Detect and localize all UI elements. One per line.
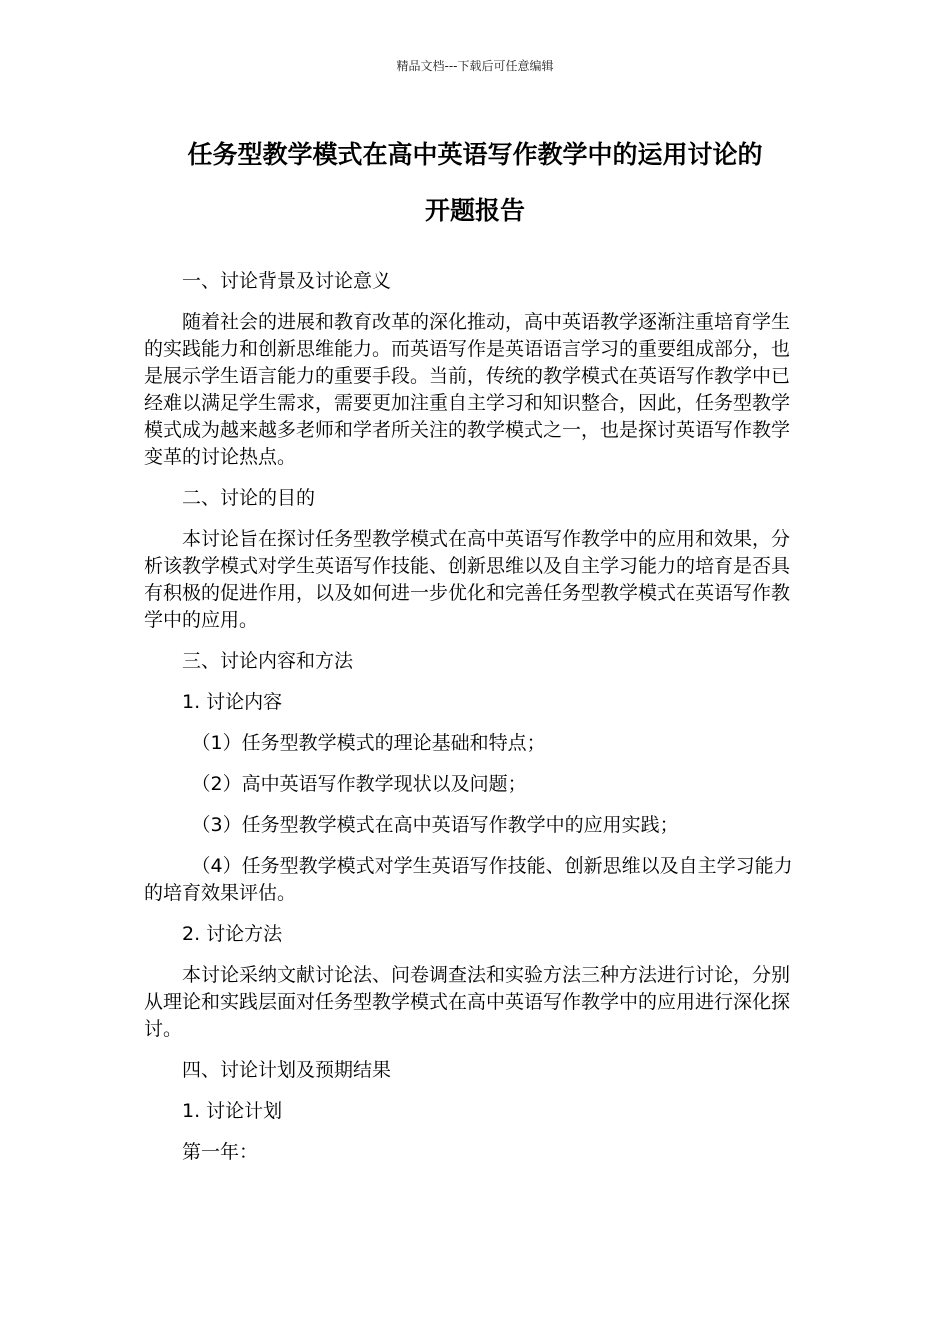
page-header: 精品文档---下载后可任意编辑: [396, 59, 554, 73]
paragraph-purpose: 本讨论旨在探讨任务型教学模式在高中英语写作教学中的应用和效果，分析该教学模式对学生英语写作技能、创新思维以及自主学习能力的培育是否具有积极的促进作用，以及如何进一步优化和完善任务型教学模式在英语写作教学中的应用。: [144, 528, 791, 631]
list-item: （4）任务型教学模式对学生英语写作技能、创新思维以及自主学习能力的培育效果评估。: [144, 855, 793, 904]
paragraph-background: 随着社会的进展和教育改革的深化推动，高中英语教学逐渐注重培育学生的实践能力和创新思维能力。而英语写作是英语语言学习的重要组成部分，也是展示学生语言能力的重要手段。当前，传统的教学模式在英语写作教学中已经难以满足学生需求，需要更加注重自主学习和知识整合，因此，任务型教学模式成为越来越多老师和学者所关注的教学模式之一，也是探讨英语写作教学变革的讨论热点。: [144, 311, 791, 468]
section-heading-plan: 四、讨论计划及预期结果: [182, 1059, 392, 1081]
list-item: （2）高中英语写作教学现状以及问题；: [191, 773, 527, 795]
subheading-method: 2. 讨论方法: [182, 923, 283, 945]
subheading-plan: 1. 讨论计划: [182, 1100, 283, 1122]
subheading-content: 1. 讨论内容: [182, 691, 283, 713]
section-heading-purpose: 二、讨论的目的: [182, 487, 316, 509]
list-item: （1）任务型教学模式的理论基础和特点；: [191, 732, 546, 754]
list-item: （3）任务型教学模式在高中英语写作教学中的应用实践；: [191, 814, 679, 836]
paragraph-method: 本讨论采纳文献讨论法、问卷调查法和实验方法三种方法进行讨论，分别从理论和实践层面对任务型教学模式在高中英语写作教学中的应用进行深化探讨。: [144, 964, 791, 1040]
section-heading-content-method: 三、讨论内容和方法: [182, 650, 354, 672]
document-title-line-1: 任务型教学模式在高中英语写作教学中的运用讨论的: [187, 140, 763, 169]
plan-year-one: 第一年：: [182, 1141, 259, 1163]
section-heading-background: 一、讨论背景及讨论意义: [182, 270, 392, 292]
document-body: [144, 268, 808, 1180]
document-title-line-2: 开题报告: [424, 196, 525, 225]
